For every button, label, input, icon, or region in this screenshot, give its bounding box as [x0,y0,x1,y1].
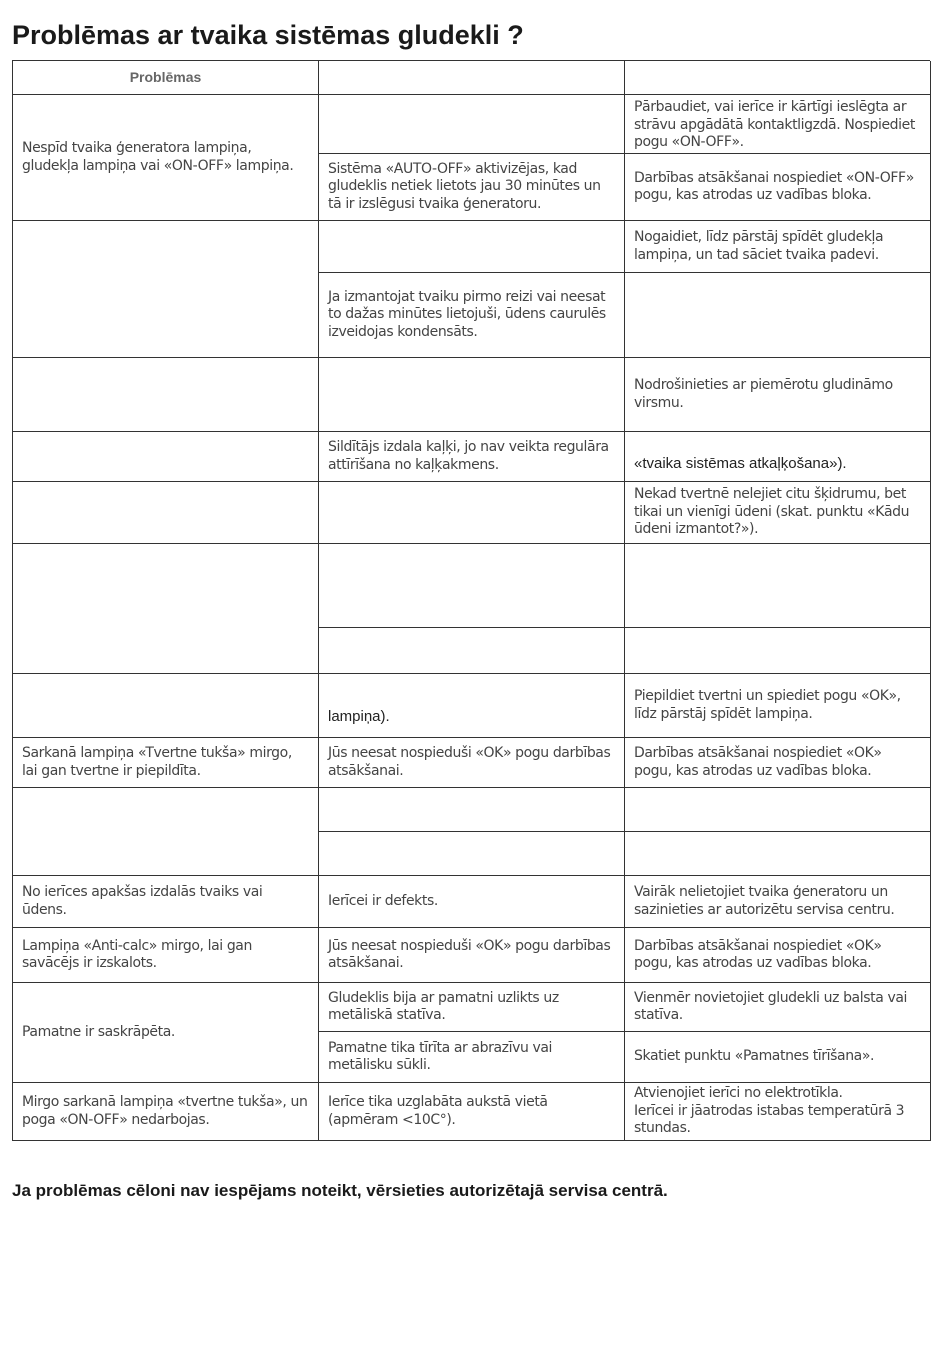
problem-cell [13,544,319,674]
cause-cell [319,628,625,674]
cause-cell [319,832,625,876]
solution-cell: Pārbaudiet, vai ierīce ir kārtīgi ieslēgta ar strāvu apgādātā kontaktligzdā. Nospiediet pogu «ON-OFF». [625,95,931,154]
problem-cell: Sarkanā lampiņa «Tvertne tukša» mirgo, lai gan tvertne ir piepildīta. [13,738,319,788]
solution-cell: Darbības atsākšanai nospiediet «ON-OFF» pogu, kas atrodas uz vadības bloka. [625,154,931,221]
solution-cell: Vairāk nelietojiet tvaika ģeneratoru un sazinieties ar autorizētu servisa centru. [625,876,931,928]
cause-cell: Ierīce tika uzglabāta aukstā vietā (apmēram <10C°). [319,1083,625,1141]
cause-cell [319,544,625,628]
problem-cell: No ierīces apakšas izdalās tvaiks vai ūdens. [13,876,319,928]
cause-cell [319,358,625,432]
cause-cell: Sistēma «AUTO-OFF» aktivizējas, kad gludeklis netiek lietots jau 30 minūtes un tā ir izslēgusi tvaika ģeneratoru. [319,154,625,221]
problem-cell [13,432,319,482]
header-cause [319,61,625,95]
problem-cell [13,221,319,358]
header-solution [625,61,931,95]
problem-cell: Lampiņa «Anti-calc» mirgo, lai gan savācējs ir izskalots. [13,928,319,983]
cause-cell: Ierīcei ir defekts. [319,876,625,928]
cause-cell [319,482,625,544]
solution-cell [625,544,931,628]
solution-cell: Nekad tvertnē nelejiet citu šķidrumu, bet tikai un vienīgi ūdeni (skat. punktu «Kādu ūdeni izmantot?»). [625,482,931,544]
problem-cell: Nespīd tvaika ģeneratora lampiņa, gludekļa lampiņa vai «ON-OFF» lampiņa. [13,95,319,221]
solution-cell: Atvienojiet ierīci no elektrotīkla. Ierīcei ir jāatrodas istabas temperatūrā 3 stundas. [625,1083,931,1141]
solution-cell: Darbības atsākšanai nospiediet «OK» pogu, kas atrodas uz vadības bloka. [625,928,931,983]
problem-cell [13,358,319,432]
cause-cell: Jūs neesat nospieduši «OK» pogu darbības atsākšanai. [319,738,625,788]
solution-cell: Piepildiet tvertni un spiediet pogu «OK», līdz pārstāj spīdēt lampiņa. [625,674,931,738]
cause-cell [319,95,625,154]
cause-cell: Sildītājs izdala kaļķi, jo nav veikta regulāra attīrīšana no kaļķakmens. [319,432,625,482]
cause-cell: lampiņa). [319,674,625,738]
problem-cell [13,482,319,544]
solution-cell: Nogaidiet, līdz pārstāj spīdēt gludekļa lampiņa, un tad sāciet tvaika padevi. [625,221,931,273]
header-problems: Problēmas [13,61,319,95]
problem-cell [13,788,319,876]
solution-cell: Darbības atsākšanai nospiediet «OK» pogu, kas atrodas uz vadības bloka. [625,738,931,788]
solution-cell [625,628,931,674]
problem-cell [13,674,319,738]
problem-cell: Mirgo sarkanā lampiņa «tvertne tukša», un poga «ON-OFF» nedarbojas. [13,1083,319,1141]
cause-cell [319,221,625,273]
cause-cell [319,788,625,832]
solution-cell: «tvaika sistēmas atkaļķošana»). [625,432,931,482]
solution-cell [625,273,931,358]
cause-cell: Ja izmantojat tvaiku pirmo reizi vai neesat to dažas minūtes lietojuši, ūdens caurulēs izveidojas kondensāts. [319,273,625,358]
solution-cell: Nodrošinieties ar piemērotu gludināmo virsmu. [625,358,931,432]
solution-cell [625,832,931,876]
cause-cell: Pamatne tika tīrīta ar abrazīvu vai metālisku sūkli. [319,1032,625,1083]
solution-cell: Skatiet punktu «Pamatnes tīrīšana». [625,1032,931,1083]
page-title: Problēmas ar tvaika sistēmas gludekli ? [12,20,524,50]
footer-note: Ja problēmas cēloni nav iespējams noteikt, vērsieties autorizētajā servisa centrā. [12,1181,668,1200]
solution-cell [625,788,931,832]
cause-cell: Gludeklis bija ar pamatni uzlikts uz metāliskā statīva. [319,983,625,1032]
solution-cell: Vienmēr novietojiet gludekli uz balsta vai statīva. [625,983,931,1032]
problem-cell: Pamatne ir saskrāpēta. [13,983,319,1083]
cause-cell: Jūs neesat nospieduši «OK» pogu darbības atsākšanai. [319,928,625,983]
troubleshooting-table [12,60,930,1141]
